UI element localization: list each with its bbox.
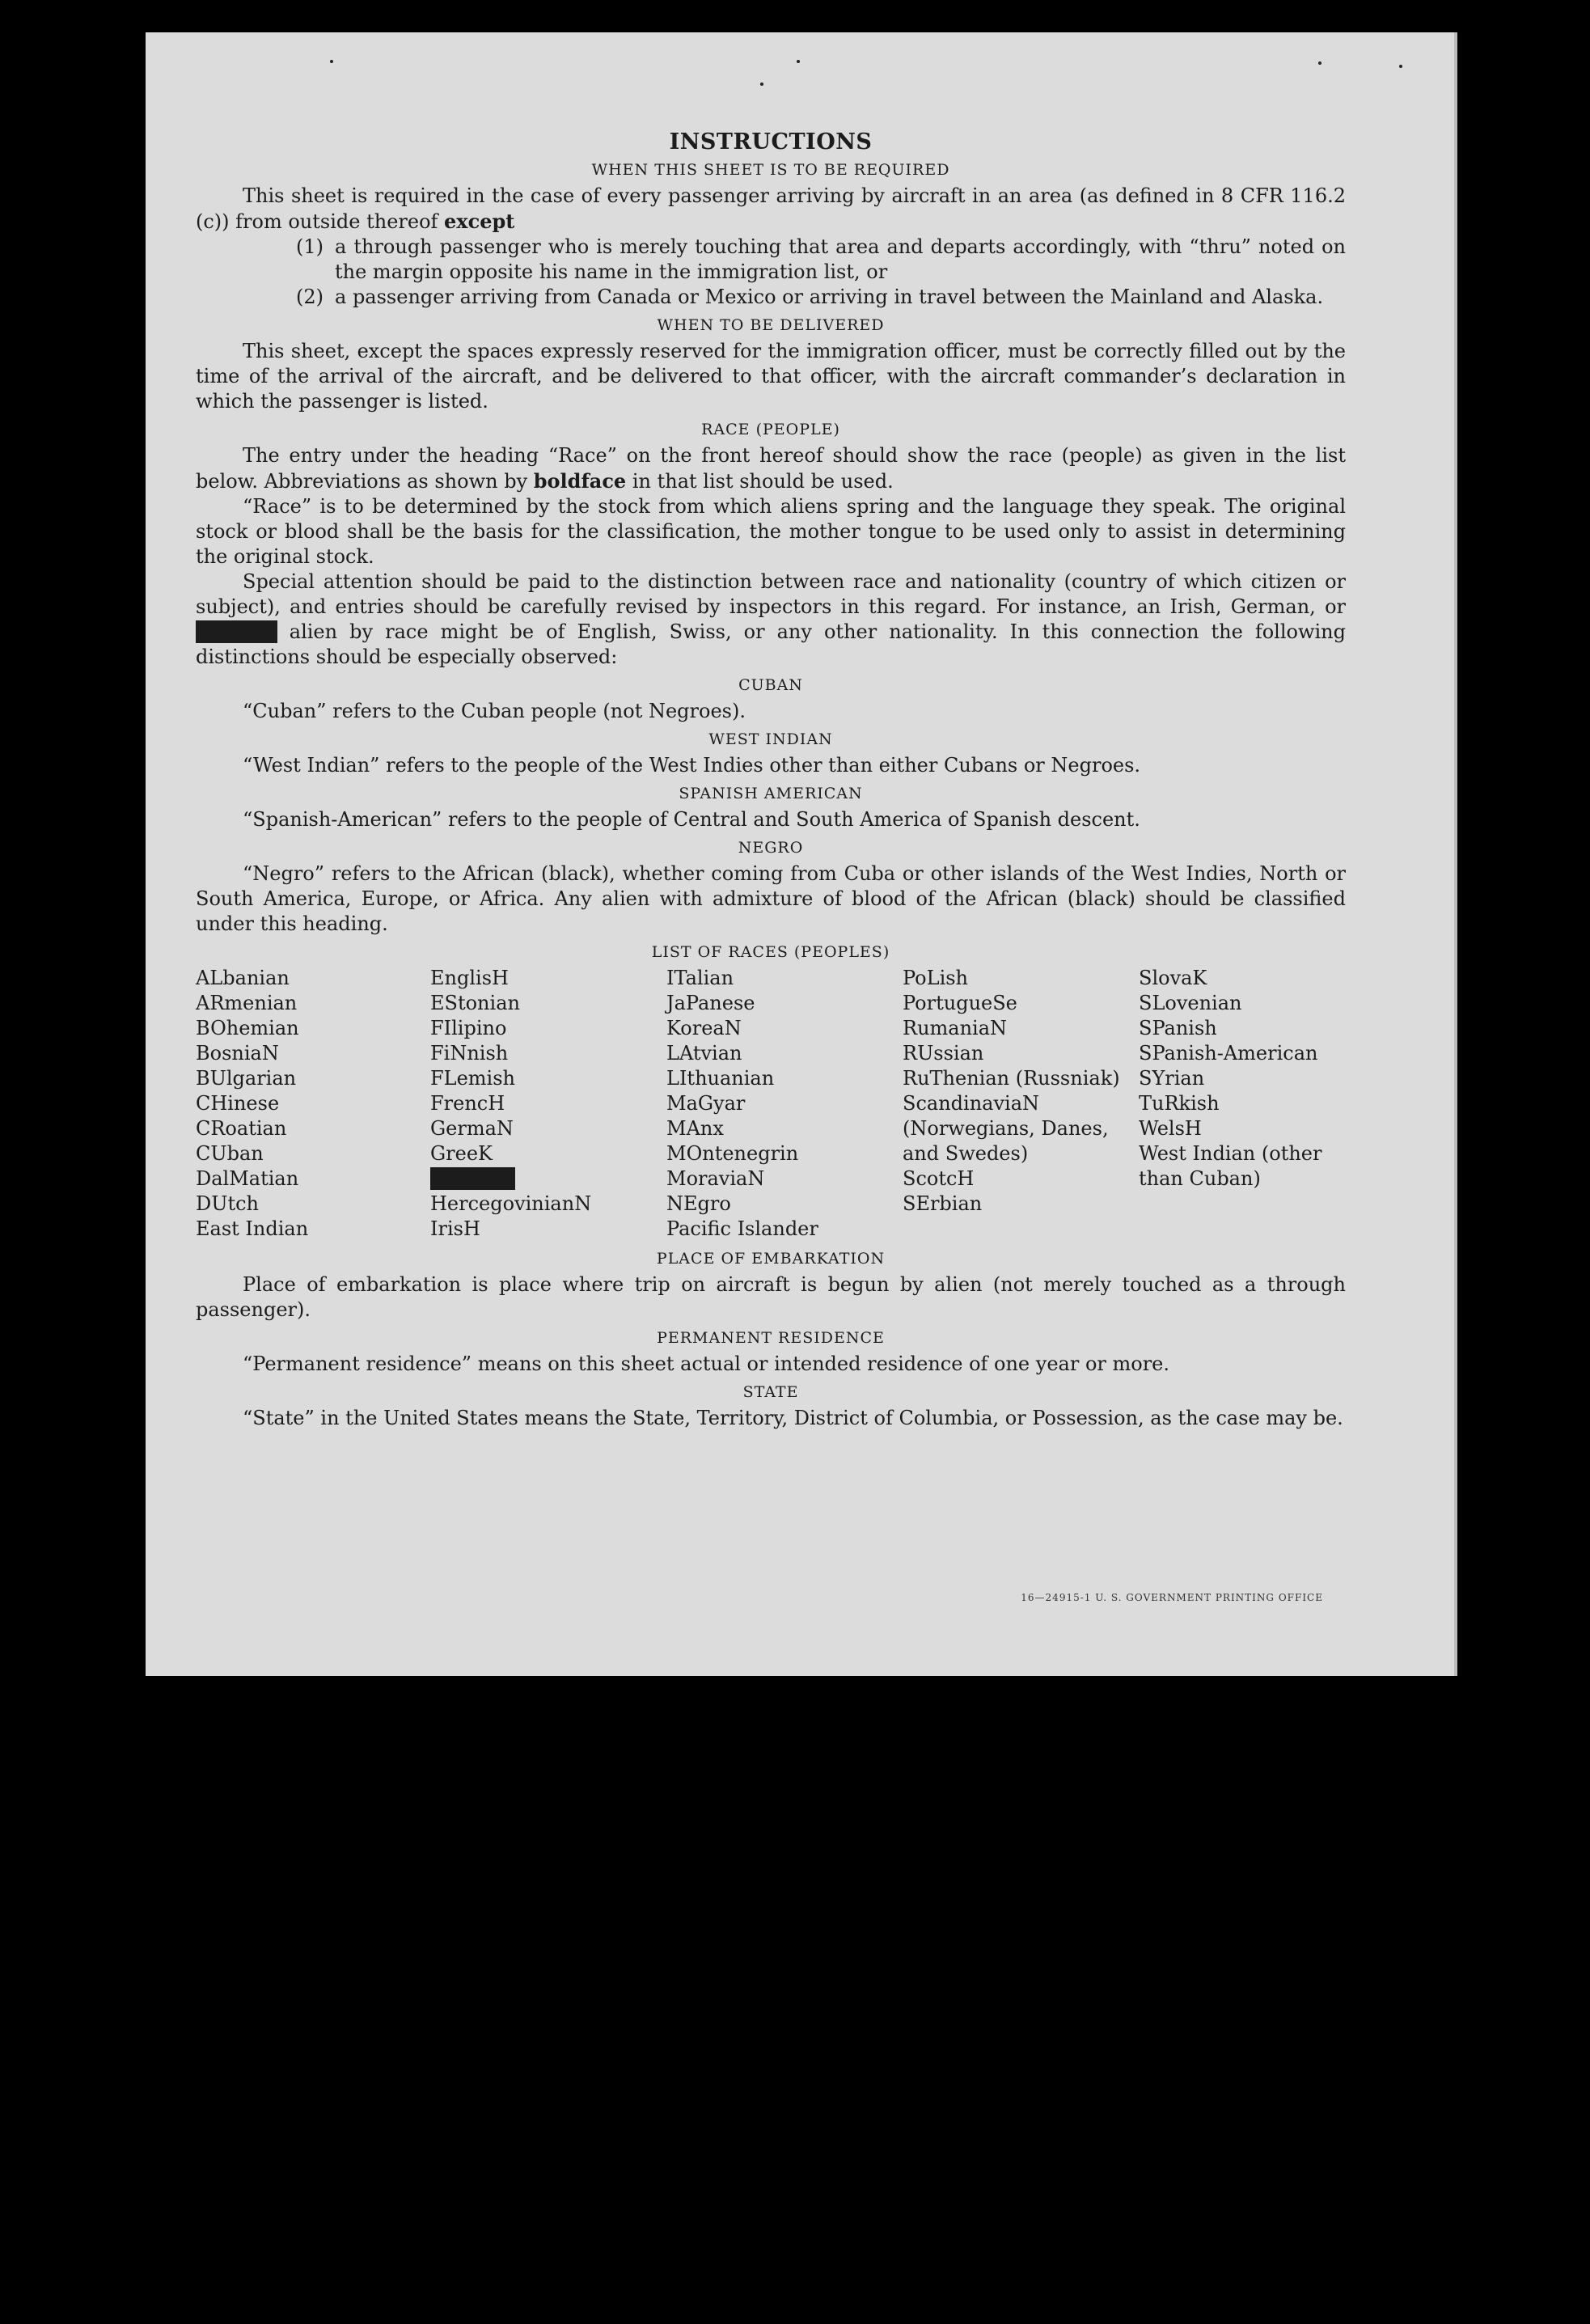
race-entry-redacted [430,1166,666,1192]
race-entry: EnglisH [430,967,509,989]
residence-text: “Permanent residence” means on this sheet actual or intended residence of one year or more. [243,1352,1169,1375]
race-entry: ARmenian [196,992,298,1014]
race-entry: East Indian [196,1217,309,1240]
speck-mark [1399,65,1402,68]
race-p3-text: Special attention should be paid to the distinction between race and nationality (country of which citizen or subject), and entries should be carefully revised by inspectors in this regard. For instance, an Irish, German, or [196,570,1346,618]
cuban-text: “Cuban” refers to the Cuban people (not Negroes). [243,700,746,722]
exception-item-1 [296,235,1346,285]
race-entry: SYrian [1139,1067,1205,1090]
race-entry: BUlgarian [196,1067,297,1090]
when-delivered-text: This sheet, except the spaces expressly reserved for the immigration officer, must be correctly filled out by the time of the arrival of the aircraft, and be delivered to that officer, with the aircraft commander’s declaration in which the passenger is listed. [196,340,1346,413]
race-entry: RumaniaN [903,1017,1008,1039]
race-entry: NEgro [666,1192,731,1215]
exception-number: (2) [296,286,323,308]
when-required-except: except [444,210,515,233]
section-when-required [196,184,1346,310]
race-entry: SErbian [903,1192,983,1215]
race-entry: PortugueSe [903,992,1017,1014]
race-entry: MAnx [666,1117,724,1140]
heading-cuban: CUBAN [738,676,803,694]
race-entry: CHinese [196,1092,280,1115]
race-entry: LIthuanian [666,1067,775,1090]
speck-mark [330,60,333,63]
race-entry: Pacific Islander [666,1217,818,1240]
when-required-intro-text: This sheet is required in the case of every passenger arriving by aircraft in an area (as defined in 8 CFR 116.2 (c)) from outside thereof [196,184,1346,233]
race-paragraph-3 [196,569,1346,670]
race-entry: TuRkish [1139,1092,1220,1115]
races-column-4 [903,966,1139,1242]
printing-office-footer: 16—24915-1 U. S. GOVERNMENT PRINTING OFFICE [1021,1592,1323,1603]
race-entry: WelsH [1139,1117,1202,1140]
heading-residence: PERMANENT RESIDENCE [657,1329,885,1347]
race-entry: FLemish [430,1067,515,1090]
race-entry: CRoatian [196,1117,287,1140]
sheet-edge [1454,32,1457,1676]
race-p1-text: The entry under the heading “Race” on the front hereof should show the race (people) as given in the list below. Abbreviations as shown by [196,444,1346,493]
race-entry: RuThenian (Russniak) [903,1067,1120,1090]
race-entry: RUssian [903,1042,984,1065]
heading-when-required: WHEN THIS SHEET IS TO BE REQUIRED [591,161,950,179]
race-entry: SlovaK [1139,967,1207,989]
race-entry: FiNnish [430,1042,509,1065]
spanish-american-text: “Spanish-American” refers to the people of Central and South America of Spanish descent. [243,808,1140,831]
race-entry: FrencH [430,1092,505,1115]
speck-mark [797,60,800,63]
race-entry: DUtch [196,1192,260,1215]
race-entry: MoraviaN [666,1167,765,1190]
document-sheet [146,32,1456,1676]
heading-embarkation: PLACE OF EMBARKATION [656,1250,886,1268]
embarkation-text: Place of embarkation is place where trip on aircraft is begun by alien (not merely touched as a through passenger). [196,1273,1346,1321]
race-entry: SPanish [1139,1017,1217,1039]
exception-text: a passenger arriving from Canada or Mexico or arriving in travel between the Mainland and Alaska. [335,286,1324,308]
heading-race: RACE (PEOPLE) [701,421,840,438]
exception-item-2 [296,285,1346,310]
races-column-3 [666,966,903,1242]
heading-west-indian: WEST INDIAN [708,730,833,748]
races-list [196,966,1346,1242]
race-entry: KoreaN [666,1017,742,1039]
race-entry: GermaN [430,1117,514,1140]
exception-text: a through passenger who is merely touching that area and departs accordingly, with “thru” noted on the margin opposite his name in the immigration list, or [335,235,1346,283]
race-entry: ScotcH [903,1167,975,1190]
race-entry: GreeK [430,1142,493,1165]
races-column-1 [196,966,430,1242]
page-title: INSTRUCTIONS [669,129,873,155]
race-entry: LAtvian [666,1042,742,1065]
race-p1-after: in that list should be used. [626,470,894,493]
negro-text: “Negro” refers to the African (black), whether coming from Cuba or other islands of the West Indies, North or South America, Europe, or Africa. Any alien with admixture of blood of the African (black) should be classified under this heading. [196,862,1346,935]
state-text: “State” in the United States means the State, Territory, District of Columbia, or Possession, as the case may be. [243,1407,1343,1429]
race-entry: JaPanese [666,992,755,1014]
exception-number: (1) [296,235,323,258]
race-entry: MaGyar [666,1092,746,1115]
section-race [196,443,1346,670]
west-indian-text: “West Indian” refers to the people of the West Indies other than either Cubans or Negroes. [243,754,1141,777]
race-entry: IrisH [430,1217,480,1240]
race-entry: FIlipino [430,1017,507,1039]
heading-spanish-american: SPANISH AMERICAN [679,785,863,802]
race-entry: PoLish [903,967,969,989]
race-entry: HercegovinianN [430,1192,592,1215]
speck-mark [760,83,763,86]
heading-state: STATE [742,1383,799,1401]
race-entry: CUban [196,1142,264,1165]
race-entry: ITalian [666,967,734,989]
when-required-intro [196,184,1346,235]
race-entry: SLovenian [1139,992,1242,1014]
heading-list-of-races: LIST OF RACES (PEOPLES) [651,943,890,961]
heading-when-delivered: WHEN TO BE DELIVERED [657,316,885,334]
race-p1-bold: boldface [533,469,627,493]
race-entry: West Indian (other than Cuban) [1139,1142,1322,1190]
race-p3-after: alien by race might be of English, Swiss, or any other nationality. In this connection the following distinctions should be especially observed: [196,620,1346,668]
heading-negro: NEGRO [738,839,804,857]
redacted-word: Hebrew [197,620,276,643]
race-entry: SPanish-American [1139,1042,1318,1065]
race-paragraph-1 [196,443,1346,494]
redacted-word: HebreW [432,1167,514,1190]
races-column-2 [430,966,666,1242]
speck-mark [1318,61,1321,65]
race-entry: ScandinaviaN (Norwegians, Danes, and Swedes) [903,1092,1109,1165]
races-column-5 [1139,966,1349,1242]
race-paragraph-2: “Race” is to be determined by the stock from which aliens spring and the language they speak. The original stock or blood shall be the basis for the classification, the mother tongue to be used only to assist in determining the original stock. [196,495,1346,568]
race-entry: EStonian [430,992,520,1014]
race-entry: DalMatian [196,1167,299,1190]
race-entry: BOhemian [196,1017,299,1039]
race-entry: MOntenegrin [666,1142,799,1165]
race-entry: BosniaN [196,1042,279,1065]
race-entry: ALbanian [196,967,290,989]
